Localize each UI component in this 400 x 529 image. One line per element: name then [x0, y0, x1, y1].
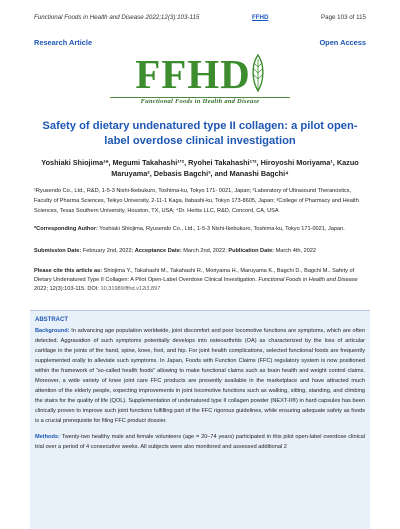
- corresponding-label: *Corresponding Author:: [34, 226, 98, 232]
- publication-date: March 4th, 2022: [274, 248, 317, 254]
- logo-text: FFHD: [135, 51, 251, 97]
- corresponding-text: Yoshiaki Shiojima, Ryusendo Co., Ltd., 1-5-3 Nishi-Ikebukuro, Toshima-ku, Tokyo 171-0021, Japan.: [97, 226, 345, 232]
- author-list: Yoshiaki Shiojima¹*, Megumi Takahashi¹ʼ², Ryohei Takahashi¹ʼ², Hiroyoshi Moriyama¹, Kazuo Maruyama², Debasis Bagchi³, and Manashi Bagchi⁴: [41, 158, 359, 178]
- corresponding-author: [34, 225, 366, 234]
- submission-label: Submission Date:: [34, 248, 82, 254]
- journal-name: Functional Foods in Health and Disease: [34, 14, 144, 21]
- article-dates: [34, 247, 366, 256]
- methods-text: Twenty-two healthy male and female volunteers (age = 20–74 years) participated in this pilot open-label overdose clinical trial over a period of 4 consecutive weeks. All subjects were also monitored and assessed additional 2: [35, 434, 365, 450]
- citation-block: [34, 267, 366, 295]
- citation-volume: 2022; 12(3):103-115. DOI:: [34, 286, 101, 293]
- background-label: Background:: [35, 328, 70, 334]
- access-type: Open Access: [319, 38, 366, 47]
- article-labels: [34, 38, 366, 47]
- submission-date: February 2nd, 2022;: [81, 248, 135, 254]
- logo-letters: [0, 53, 400, 95]
- article-type: Research Article: [34, 38, 93, 47]
- journal-volume: 2022;12(3):103-115: [143, 14, 200, 21]
- ffhd-link[interactable]: FFHD: [251, 14, 269, 21]
- publication-label: Publication Date:: [228, 248, 275, 254]
- background-text: In advancing age population worldwide, joint discomfort and poor locomotive functions are symptoms, which are often detected. Aggravation of such symptoms potentially develops into osteoarthritis (OA) as characterized by the loss of articular cartilage in the joints of the hand, spine, knee, foot, and hip. For joint health complications, selected functional foods are frequently supplemented orally to alleviate such symptoms. In Japan, Foods with Function Claims (FFC) regulatory system is now positioned within the framework of “so-called health foods” allowing to make functional claims such as brain health and weight control claims. Moreover, a wide variety of knee joint care FFC products are presently available in the marketplace and have attracted much attention of the elderly people, expecting improvements in joint locomotive functions such as walking, sitting, standing, and climbing the stairs for the quality of life (QOL). Supplementation of undenatured type II collagen powder (NEXT-II®) in hard capsules has been clinically proven to improve such joint functions fulfilling part of the FFC rigorous guidelines, while ensuring adequate safety as foods is a crucial prerequisite for filing FFC product dossier.: [35, 328, 365, 424]
- affiliations: ¹Ryusendo Co., Ltd., R&D, 1-5-3 Nishi-Ikebukuro, Toshima-ku, Tokyo 171- 0021, Japan; ²Laboratory of Ultrasound Theranostics, Faculty of Pharma Sciences, Teikyo University, 2-11-1 Kaga, Itabashi-ku, Tokyo 173-8605, Japan; ³College of Pharmacy and Health Sciences, Texas Southern University, Houston, TX, USA; ⁴Dr. Herbs LLC, R&D, Concord, CA, USA: [34, 188, 359, 214]
- abstract-heading: ABSTRACT: [35, 317, 68, 323]
- running-header: [34, 14, 366, 21]
- leaf-icon: [251, 53, 265, 93]
- citation-label: Please cite this article as:: [34, 268, 103, 274]
- acceptance-date: March 2nd, 2022;: [181, 248, 229, 254]
- methods-label: Methods:: [35, 434, 60, 440]
- page-number: Page 103 of 115: [321, 14, 366, 21]
- abstract-box: [30, 310, 370, 529]
- logo-tagline: Functional Foods in Health and Disease: [140, 98, 260, 105]
- article-title: Safety of dietary undenatured type II collagen: a pilot open-label overdose clinical investigation: [42, 120, 358, 147]
- abstract-methods: [35, 432, 365, 452]
- journal-citation: [34, 14, 199, 21]
- doi-link[interactable]: 10.31989/ffhd.v12i3.897: [100, 286, 161, 293]
- citation-journal: Functional Foods in Health and Disease: [258, 277, 358, 284]
- citation-text: Shiojima Y., Takahashi M., Takahashi R., Moriyama H., Maruyama K., Bagchi D., Bagchi M.. Safety of Dietary Undenatured Type II Collagen: A Pilot Open-Label Overdose Clinical Investigation.: [34, 268, 355, 284]
- journal-logo: [0, 53, 400, 105]
- abstract-background: [35, 326, 365, 426]
- acceptance-label: Acceptance Date:: [134, 248, 182, 254]
